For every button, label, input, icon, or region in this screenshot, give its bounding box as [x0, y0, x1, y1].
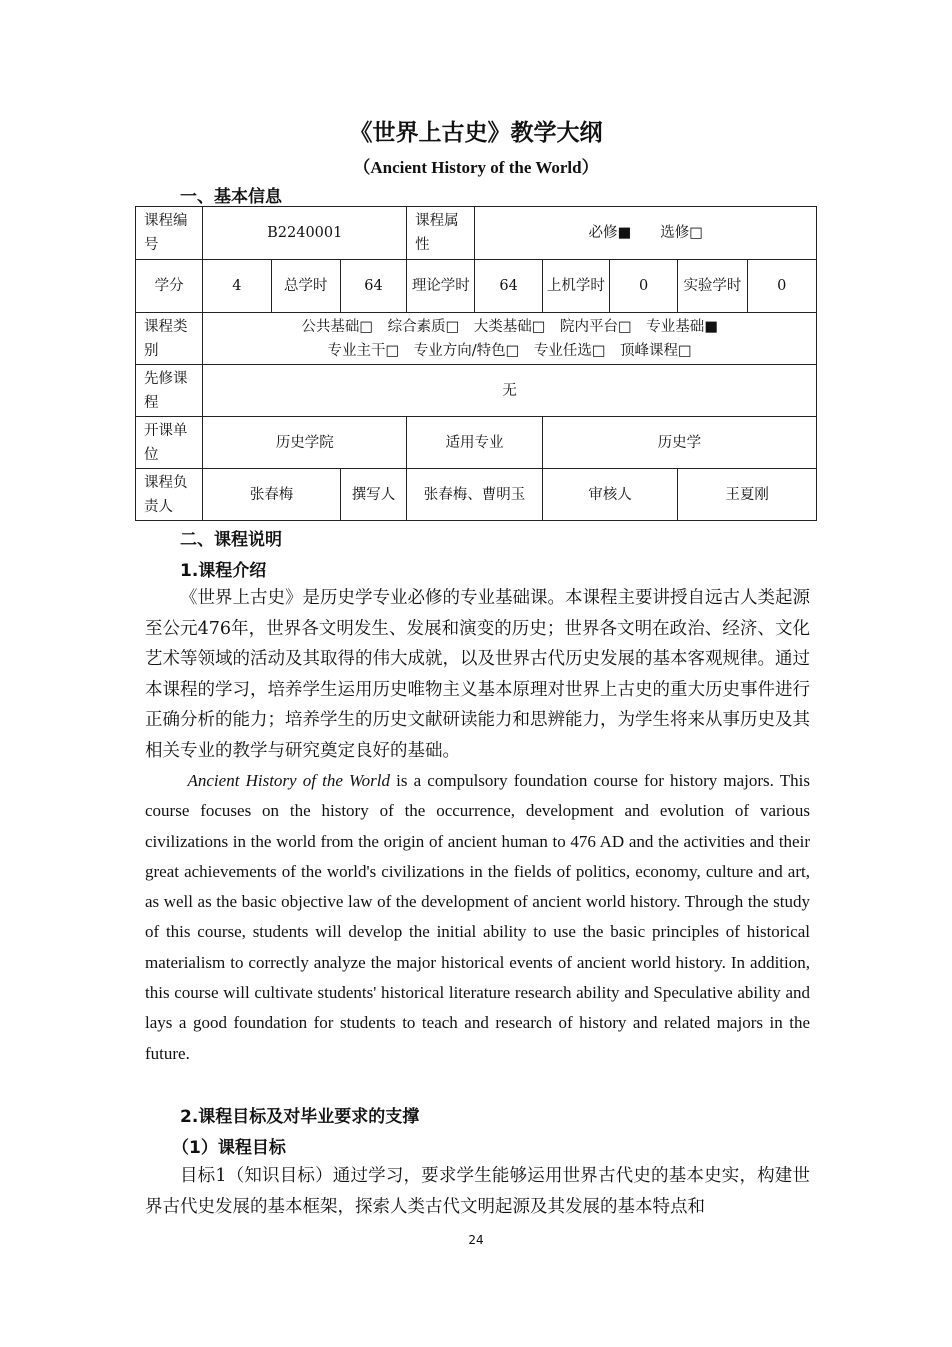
- leader-value: 张春梅: [203, 469, 341, 521]
- page-title: 《世界上古史》教学大纲: [349, 119, 603, 146]
- course-code: B2240001: [203, 207, 407, 260]
- subsection-course-goals: （1）课程目标: [172, 1138, 286, 1158]
- prereq-label: 先修课程: [136, 365, 203, 417]
- intro-chinese-paragraph: 《世界上古史》是历史学专业必修的专业基础课。本课程主要讲授自远古人类起源至公元476年，世界各文明发生、发展和演变的历史；世界各文明在政治、经济、文化艺术等领域的活动及其取得的伟大成就，以及世界古代历史发展的基本客观规律。通过本课程的学习，培养学生运用历史唯物主义基本原理对世界上古史的重大历史事件进行正确分析的能力；培养学生的历史文献研读能力和思辨能力，为学生将来从事历史及其相关专业的教学与研究奠定良好的基础。: [145, 588, 810, 761]
- computer-hours-value: 0: [610, 260, 678, 313]
- course-attr: 必修■ 选修□: [475, 207, 817, 260]
- category-line-2: 专业主干□ 专业方向/特色□ 专业任选□ 顶峰课程□: [327, 342, 692, 359]
- lab-hours-label: 实验学时: [678, 260, 747, 313]
- leader-label: 课程负责人: [136, 469, 203, 521]
- reviewer-value: 王夏刚: [678, 469, 817, 521]
- section-basic-info: 一、基本信息: [180, 187, 282, 207]
- section-course-description: 二、课程说明: [180, 530, 282, 550]
- reviewer-label: 审核人: [542, 469, 678, 521]
- basic-info-table: [135, 206, 817, 521]
- theory-hours-label: 理论学时: [407, 260, 475, 313]
- subsection-goals-support: 2.课程目标及对毕业要求的支撑: [180, 1107, 420, 1127]
- subsection-course-intro: 1.课程介绍: [180, 561, 267, 581]
- computer-hours-label: 上机学时: [542, 260, 609, 313]
- prereq-value: 无: [203, 365, 817, 417]
- theory-hours-value: 64: [475, 260, 542, 313]
- total-hours-value: 64: [340, 260, 406, 313]
- page-number: 24: [468, 1233, 484, 1247]
- goal-1-paragraph: 目标1（知识目标）通过学习，要求学生能够运用世界古代史的基本史实，构建世界古代史发展的基本框架，探索人类古代文明起源及其发展的基本特点和: [145, 1166, 810, 1217]
- course-attr-label: 课程属性: [407, 207, 475, 260]
- credit-label: 学分: [136, 260, 203, 313]
- course-code-label: 课程编号: [136, 207, 203, 260]
- page-subtitle: （Ancient History of the World）: [353, 158, 599, 177]
- total-hours-label: 总学时: [271, 260, 340, 313]
- category-line-1: 公共基础□ 综合素质□ 大类基础□ 院内平台□ 专业基础■: [301, 318, 718, 335]
- major-label: 适用专业: [407, 417, 543, 469]
- category-label: 课程类别: [136, 313, 203, 365]
- credit-value: 4: [203, 260, 271, 313]
- intro-english-paragraph: [145, 766, 810, 1069]
- writer-label: 撰写人: [340, 469, 406, 521]
- course-title-italic: Ancient History of the World: [187, 771, 390, 790]
- dept-value: 历史学院: [203, 417, 407, 469]
- intro-english-text: is a compulsory foundation course for history majors. This course focuses on the history of the occurrence, development and evolution of various civilizations in the world from the origin of ancient human to 476 AD and the activities and their great achievements of the world's civilizations in the fields of politics, economy, culture and art, as well as the basic objective law of the development of ancient world history. Through the study of this course, students will develop the initial ability to use the basic principles of historical materialism to correctly analyze the major historical events of ancient world history. In addition, this course will cultivate students' historical literature research ability and Speculative ability and lays a good foundation for students to teach and research of history and related majors in the future.: [145, 771, 810, 1063]
- lab-hours-value: 0: [747, 260, 816, 313]
- writer-value: 张春梅、曹明玉: [407, 469, 543, 521]
- major-value: 历史学: [542, 417, 816, 469]
- dept-label: 开课单位: [136, 417, 203, 469]
